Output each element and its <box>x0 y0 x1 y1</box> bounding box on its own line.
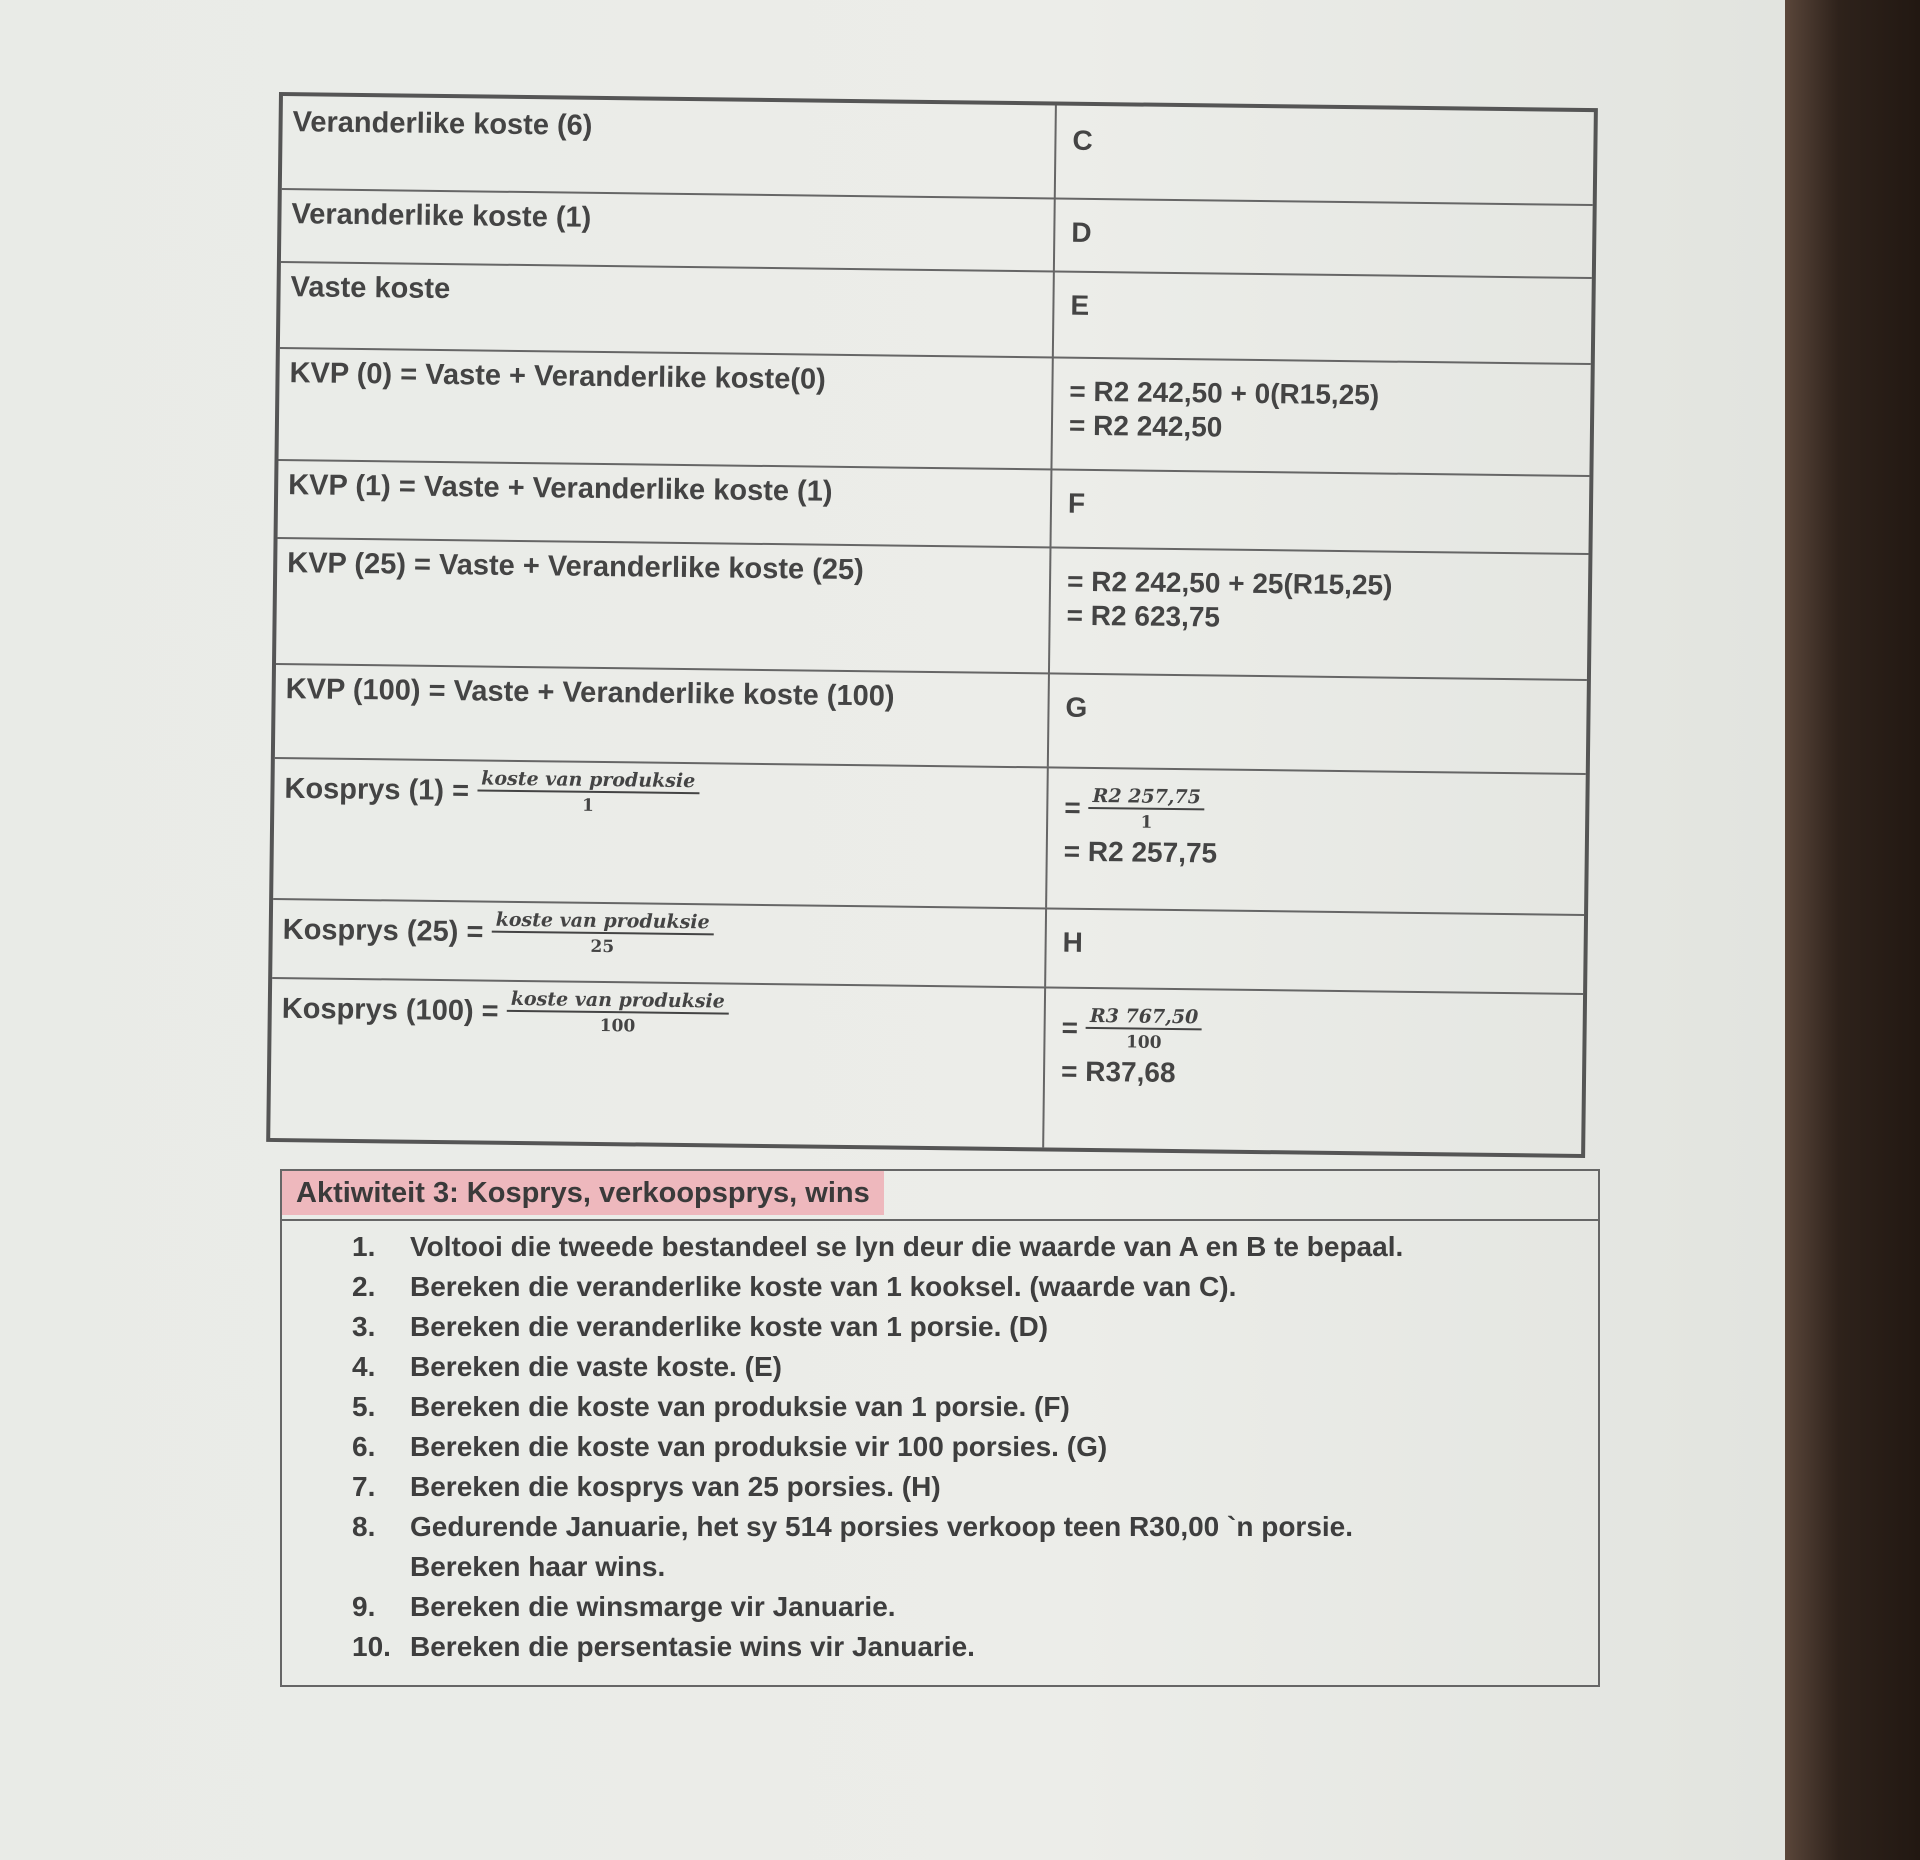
table-row <box>278 347 1590 477</box>
denominator: 25 <box>590 936 615 958</box>
item-number: 4. <box>352 1351 376 1382</box>
label-text: KVP (1) = Vaste + Veranderlike koste (1) <box>288 469 833 508</box>
row-label <box>275 663 1050 766</box>
activity-title: Aktiwiteit 3: Kosprys, verkoopsprys, wins <box>282 1171 884 1215</box>
row-value <box>1049 672 1587 773</box>
activity-item <box>352 1387 1598 1427</box>
row-value <box>1050 546 1588 679</box>
row-value <box>1047 766 1586 914</box>
row-value <box>1044 986 1583 1154</box>
value-line: = R2 242,50 + 25(R15,25) <box>1066 565 1393 601</box>
label-text: KVP (100) = Vaste + Veranderlike koste (100) <box>285 673 895 713</box>
fraction <box>506 988 729 1041</box>
row-label <box>276 537 1051 672</box>
activity-item <box>352 1427 1598 1467</box>
activity-header <box>282 1171 1598 1221</box>
value-fraction-line: = $\frac{R3 767,50}{100}$ <box>1061 1005 1567 1061</box>
row-label <box>281 188 1056 270</box>
background-edge <box>1785 0 1920 1860</box>
denominator: 100 <box>599 1015 636 1037</box>
row-label <box>279 347 1054 468</box>
activity-box <box>280 1169 1600 1687</box>
value-line: = R2 257,75 <box>1063 835 1218 869</box>
activity-item <box>352 1587 1598 1627</box>
numerator: koste van produksie <box>491 909 713 936</box>
fraction <box>1085 1005 1202 1056</box>
item-text: Bereken die koste van produksie vir 100 porsies. (G) <box>410 1431 1108 1462</box>
denominator: 1 <box>581 795 594 816</box>
activity-item <box>352 1227 1598 1267</box>
item-text: Bereken die koste van produksie van 1 porsie. (F) <box>410 1391 1070 1422</box>
item-number: 8. <box>352 1511 376 1542</box>
value-line: F <box>1067 487 1086 519</box>
value-line: C <box>1072 124 1093 156</box>
value-line: E <box>1070 289 1090 321</box>
value-line: = R2 623,75 <box>1066 599 1221 633</box>
label-text: Kosprys (100) = <box>281 992 499 1028</box>
item-number: 5. <box>352 1391 376 1422</box>
value-line: = R37,68 <box>1060 1055 1176 1089</box>
item-number <box>352 1547 410 1587</box>
row-label <box>280 261 1055 356</box>
label-text: KVP (25) = Vaste + Veranderlike koste (25) <box>287 547 864 587</box>
value-line: D <box>1071 216 1092 248</box>
label-text: Vaste koste <box>290 271 451 306</box>
item-number: 3. <box>352 1311 376 1342</box>
cost-table <box>266 92 1598 1158</box>
item-number: 9. <box>352 1591 376 1622</box>
activity-item <box>352 1347 1598 1387</box>
denominator: 100 <box>1125 1032 1162 1053</box>
numerator: koste van produksie <box>507 988 729 1015</box>
value-line: = R2 242,50 <box>1068 409 1223 443</box>
item-text: Gedurende Januarie, het sy 514 porsies verkoop teen R30,00 `n porsie. <box>410 1511 1354 1542</box>
denominator: 1 <box>1140 812 1153 833</box>
activity-item <box>352 1307 1598 1347</box>
item-text: Bereken die winsmarge vir Januarie. <box>410 1591 896 1622</box>
activity-item <box>352 1547 1598 1587</box>
table-row <box>270 977 1583 1154</box>
row-label <box>282 96 1057 197</box>
row-value <box>1054 270 1592 363</box>
item-number: 10. <box>352 1631 391 1662</box>
item-text: Bereken die kosprys van 25 porsies. (H) <box>410 1471 941 1502</box>
fraction <box>477 767 700 820</box>
activity-item <box>352 1507 1598 1547</box>
table-row <box>276 537 1588 681</box>
label-text: Veranderlike koste (1) <box>291 198 592 234</box>
numerator: koste van produksie <box>477 767 699 794</box>
label-text: Kosprys (1) = <box>284 772 470 808</box>
numerator: R3 767,50 <box>1086 1005 1203 1030</box>
label-text: Veranderlike koste (6) <box>292 106 593 142</box>
label-text: Kosprys (25) = <box>282 913 484 949</box>
value-line: = R2 242,50 + 0(R15,25) <box>1069 375 1380 411</box>
item-text: Bereken haar wins. <box>410 1551 666 1582</box>
fraction <box>1088 785 1205 836</box>
fraction <box>491 909 714 962</box>
row-value <box>1055 197 1593 277</box>
row-label <box>270 977 1046 1147</box>
item-text: Voltooi die tweede bestandeel se lyn deur die waarde van A en B te bepaal. <box>410 1231 1404 1262</box>
numerator: R2 257,75 <box>1088 785 1205 810</box>
item-text: Bereken die veranderlike koste van 1 porsie. (D) <box>410 1311 1049 1342</box>
value-line: G <box>1065 691 1088 723</box>
value-fraction-line: = $\frac{R2 257,75}{1}$ <box>1064 785 1570 841</box>
table-row <box>273 757 1586 916</box>
row-value <box>1052 356 1590 475</box>
activity-item <box>352 1267 1598 1307</box>
item-number: 7. <box>352 1471 376 1502</box>
activity-item <box>352 1467 1598 1507</box>
item-text: Bereken die persentasie wins vir Januarie. <box>410 1631 975 1662</box>
item-text: Bereken die vaste koste. (E) <box>410 1351 782 1382</box>
row-value <box>1052 468 1590 553</box>
row-value <box>1056 106 1594 205</box>
activity-item <box>352 1627 1598 1667</box>
row-label <box>278 459 1053 546</box>
item-text: Bereken die veranderlike koste van 1 kooksel. (waarde van C). <box>410 1271 1237 1302</box>
item-number: 2. <box>352 1271 376 1302</box>
table-row <box>275 663 1587 775</box>
row-value <box>1046 907 1584 993</box>
label-text: KVP (0) = Vaste + Veranderlike koste(0) <box>289 357 826 396</box>
item-number: 6. <box>352 1431 376 1462</box>
row-label <box>272 898 1047 986</box>
row-label <box>273 757 1049 907</box>
value-line: H <box>1062 926 1084 958</box>
activity-list <box>282 1221 1598 1667</box>
item-number: 1. <box>352 1231 376 1262</box>
